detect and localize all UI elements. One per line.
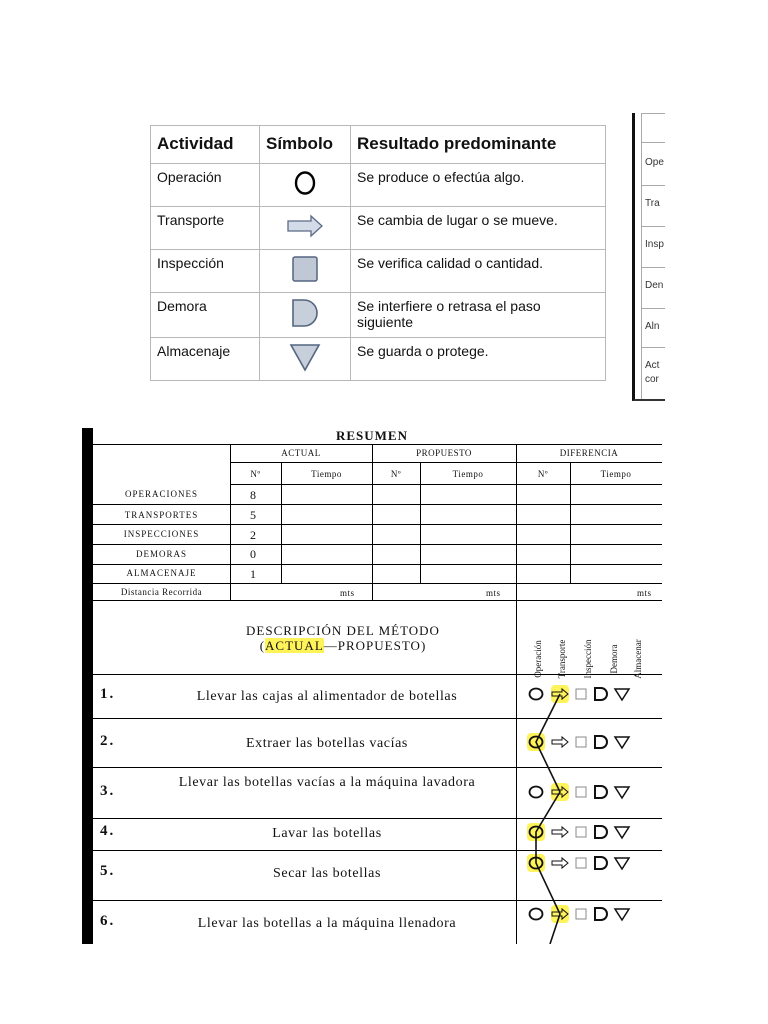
storage-triangle-icon [615, 787, 629, 798]
side-cell [641, 226, 665, 267]
subheader-numero: Nº [250, 469, 261, 479]
operation-circle-icon [530, 689, 543, 700]
actual-highlight: ACTUAL [265, 638, 324, 653]
symbol-cell [260, 206, 351, 249]
step-number: 4. [100, 823, 116, 839]
side-fragment: cor [645, 374, 659, 385]
storage-triangle-icon [615, 858, 629, 869]
inspection-square-icon [576, 689, 586, 699]
delay-d-icon [595, 908, 607, 920]
subheader-numero: Nº [537, 469, 549, 479]
delay-d-icon [595, 688, 607, 700]
symbol-cell [260, 249, 351, 292]
step-text: Lavar las botellas [272, 826, 382, 841]
side-cell [641, 308, 665, 347]
unit-mts: mts [340, 588, 355, 598]
legend-row-transporte [151, 206, 606, 249]
step-number: 5. [100, 863, 116, 879]
row-label-almacenaje: ALMACENAJE [126, 568, 197, 578]
subheader-tiempo: Tiempo [600, 469, 632, 479]
legend-header-row [151, 126, 606, 164]
inspection-square-icon [576, 787, 586, 797]
actual-count: 2 [250, 528, 256, 542]
storage-triangle-icon [615, 827, 629, 838]
row-label-operaciones: OPERACIONES [124, 489, 198, 499]
side-cell-header [641, 113, 665, 142]
descripcion-line2 [166, 638, 516, 653]
transport-arrow-icon [552, 737, 568, 747]
triangle-icon [288, 342, 322, 372]
actual-count: 5 [250, 508, 256, 522]
resultado-cell: Se interfiere o retrasa el paso siguiente [351, 292, 606, 337]
side-cell [641, 347, 665, 401]
side-cell [641, 142, 665, 185]
side-cell [641, 267, 665, 308]
inspection-square-icon [576, 827, 586, 837]
clipped-side-table [632, 113, 665, 401]
process-chart-scan [82, 428, 662, 944]
transport-arrow-icon [552, 827, 568, 837]
storage-triangle-icon [615, 689, 629, 700]
actual-count: 1 [250, 567, 256, 581]
row-label-inspecciones: INSPECCIONES [123, 529, 200, 539]
propuesto-label: PROPUESTO) [337, 638, 427, 653]
operation-circle-icon [530, 787, 543, 798]
symbol-legend-table [150, 125, 606, 381]
col-label: Operación [533, 640, 543, 678]
col-label: Inspección [583, 639, 593, 679]
inspection-square-icon [576, 909, 586, 919]
header-simbolo: Símbolo [260, 126, 351, 164]
actividad-cell: Demora [151, 292, 260, 337]
separator: — [323, 638, 338, 653]
resultado-cell: Se cambia de lugar o se mueve. [351, 206, 606, 249]
resultado-cell: Se guarda o protege. [351, 337, 606, 380]
col-label: Almacenar [633, 639, 643, 679]
legend-row-operacion [151, 163, 606, 206]
actual-count: 0 [250, 547, 256, 561]
symbol-cell [260, 337, 351, 380]
delay-d-icon [595, 857, 607, 869]
resultado-cell: Se verifica calidad o cantidad. [351, 249, 606, 292]
group-actual: ACTUAL [281, 448, 321, 458]
side-fragment: Aln [645, 321, 660, 332]
step-text: Llevar las botellas a la máquina llenadora [197, 916, 457, 931]
scan-border [82, 428, 93, 944]
actividad-cell: Transporte [151, 206, 260, 249]
actual-count: 8 [250, 488, 256, 502]
resultado-cell: Se produce o efectúa algo. [351, 163, 606, 206]
symbol-cell [260, 292, 351, 337]
side-fragment: Insp [645, 239, 664, 250]
group-propuesto: PROPUESTO [416, 448, 472, 458]
delay-d-icon [595, 736, 607, 748]
row-label-transportes: TRANSPORTES [124, 510, 199, 520]
side-cell [641, 185, 665, 226]
step-number: 2. [100, 733, 116, 749]
unit-mts: mts [637, 588, 652, 598]
flow-connector-line [536, 694, 560, 944]
step-text: Extraer las botellas vacías [246, 736, 408, 751]
col-label: Transporte [557, 639, 567, 679]
paren: ( [259, 638, 266, 653]
actividad-cell: Inspección [151, 249, 260, 292]
step-number: 1. [100, 686, 116, 702]
legend-row-almacenaje [151, 337, 606, 380]
step-number: 6. [100, 913, 116, 929]
inspection-square-icon [576, 737, 586, 747]
subheader-tiempo: Tiempo [311, 469, 342, 479]
legend-row-inspeccion [151, 249, 606, 292]
legend-row-demora [151, 292, 606, 337]
inspection-square-icon [576, 858, 586, 868]
step-text: Llevar las cajas al alimentador de botellas [196, 689, 458, 704]
circle-icon [290, 168, 320, 196]
step-number: 3. [100, 783, 116, 799]
side-fragment: Tra [645, 198, 660, 209]
d-shape-icon [289, 297, 321, 329]
arrow-icon [285, 211, 325, 239]
symbol-cell [260, 163, 351, 206]
transport-arrow-icon [552, 858, 568, 868]
descripcion-line1: DESCRIPCIÓN DEL MÉTODO [246, 623, 440, 638]
descripcion-metodo-title [166, 623, 516, 653]
storage-triangle-icon [615, 737, 629, 748]
row-label-demoras: DEMORAS [135, 549, 187, 559]
side-fragment: Den [645, 280, 664, 291]
header-actividad: Actividad [151, 126, 260, 164]
operation-circle-icon [530, 909, 543, 920]
side-fragment: Act [645, 360, 660, 371]
actividad-cell: Almacenaje [151, 337, 260, 380]
delay-d-icon [595, 826, 607, 838]
actividad-cell: Operación [151, 163, 260, 206]
group-diferencia: DIFERENCIA [559, 448, 619, 458]
step-text: Secar las botellas [273, 866, 381, 881]
col-label: Demora [609, 644, 619, 674]
process-symbols-layer [522, 674, 662, 944]
subheader-numero: Nº [390, 469, 402, 479]
header-resultado: Resultado predominante [351, 126, 606, 164]
step-text: Llevar las botellas vacías a la máquina lavadora [178, 775, 476, 790]
side-fragment: Ope [645, 157, 664, 168]
resumen-title: RESUMEN [335, 428, 408, 443]
unit-mts: mts [486, 588, 501, 598]
square-icon [290, 254, 320, 284]
subheader-tiempo: Tiempo [452, 469, 484, 479]
distancia-label: Distancia Recorrida [120, 587, 203, 597]
delay-d-icon [595, 786, 607, 798]
storage-triangle-icon [615, 909, 629, 920]
